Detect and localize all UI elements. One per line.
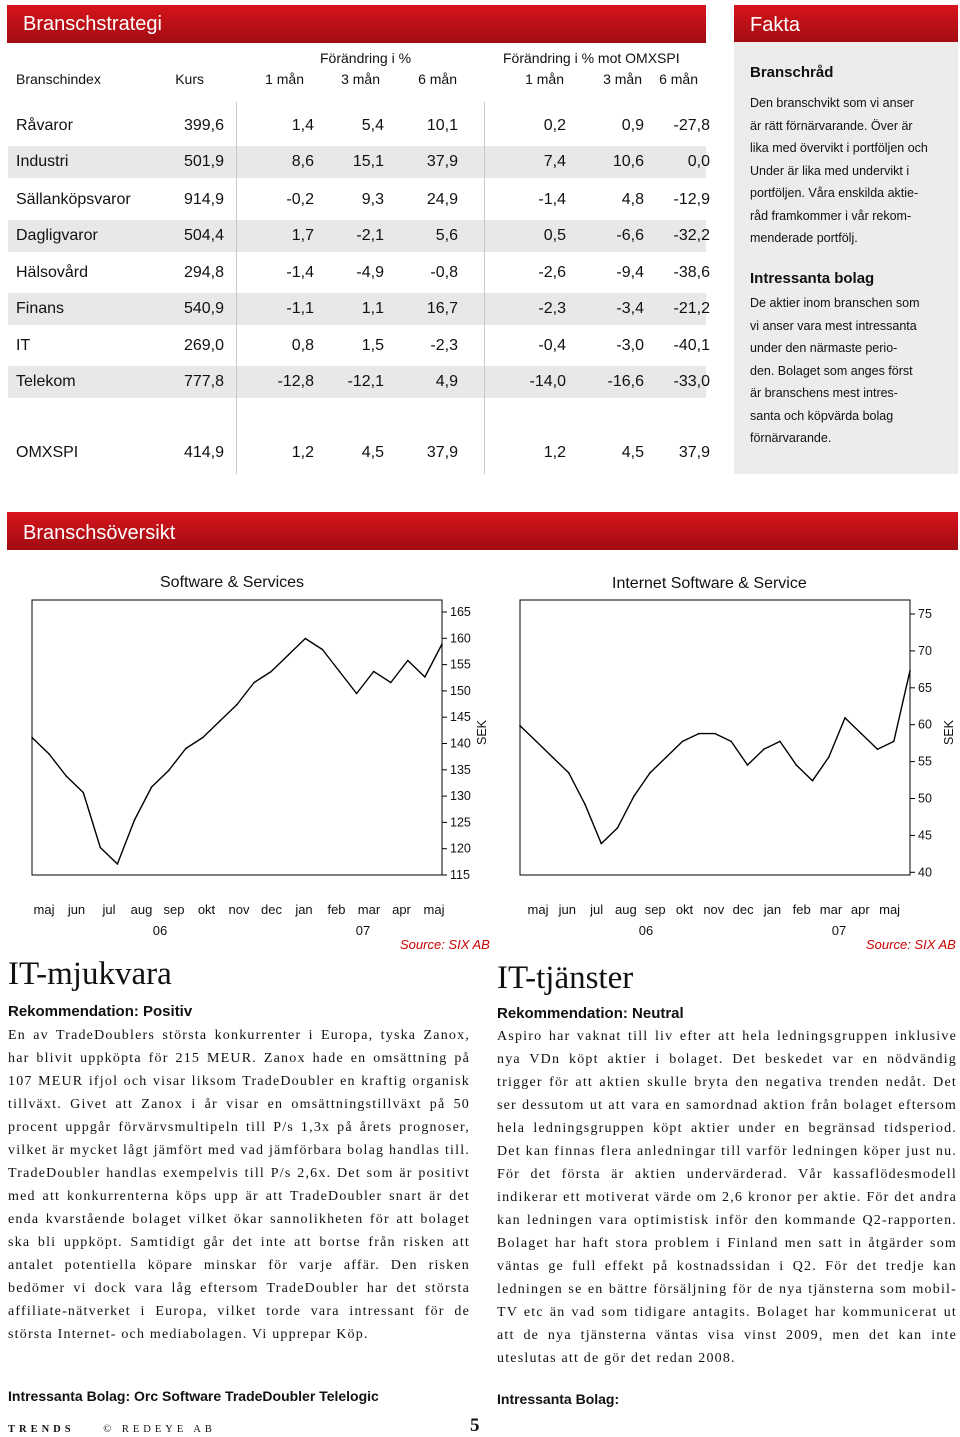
interesting-companies-it-tjanster: Intressanta Bolag: — [497, 1391, 620, 1407]
cell-rel-3man: -9,4 — [616, 264, 644, 281]
branschrad-line: lika med övervikt i portföljen och — [750, 141, 928, 155]
x-tick-label: sep — [644, 902, 666, 917]
cell-rel-6man: 0,0 — [687, 153, 710, 170]
col-header-rel-1man: 1 mån — [525, 71, 564, 87]
table-row — [8, 146, 710, 178]
cell-rel-1man: -0,4 — [538, 337, 566, 354]
table-row — [8, 220, 710, 252]
intressanta-line: santa och köpvärda bolag — [750, 408, 894, 423]
cell-kurs: 269,0 — [183, 337, 224, 354]
data-point — [682, 741, 684, 743]
branschstrategi-title: Branschstrategi — [23, 13, 162, 35]
cell-6man: 16,7 — [426, 300, 458, 317]
y-tick-label: 135 — [450, 762, 471, 777]
x-tick-label: okt — [675, 902, 694, 917]
data-point — [535, 741, 537, 743]
data-point — [828, 756, 830, 758]
cell-1man: -12,8 — [277, 373, 314, 390]
data-point — [31, 737, 33, 739]
y-tick-label: 140 — [450, 736, 471, 751]
col-header-rel-6man: 6 mån — [659, 71, 698, 87]
cell-kurs: 914,9 — [183, 191, 224, 208]
branschrad-line: portföljen. Våra enskilda aktie- — [750, 186, 919, 200]
cell-1man: 1,4 — [291, 117, 314, 134]
data-point — [617, 827, 619, 829]
cell-6man: -2,3 — [430, 337, 458, 354]
cell-name: IT — [16, 337, 31, 354]
cell-name: Dagligvaror — [16, 227, 98, 244]
y-tick-label: 65 — [918, 680, 932, 695]
y-tick-label: 130 — [450, 789, 471, 804]
y-tick-label: 150 — [450, 683, 471, 698]
y-tick-label: 75 — [918, 607, 932, 621]
col-header-1man: 1 mån — [265, 71, 304, 87]
data-point — [747, 764, 749, 766]
data-point — [909, 670, 911, 672]
intressanta-line: förnärvarande. — [750, 431, 832, 445]
cell-rel-3man: 4,8 — [621, 191, 644, 208]
y-tick-label: 165 — [450, 605, 471, 619]
cell-rel-3man: 10,6 — [612, 153, 644, 170]
data-point — [287, 654, 289, 656]
table-row — [8, 110, 710, 142]
year-label: 07 — [355, 923, 371, 938]
data-point — [151, 786, 153, 788]
table-row — [8, 366, 710, 398]
x-tick-label: maj — [527, 902, 549, 917]
cell-1man: 8,6 — [291, 153, 314, 170]
data-point — [424, 676, 426, 678]
data-point — [860, 733, 862, 735]
chart-title-software: Software & Services — [160, 574, 305, 591]
cell-6man: 5,6 — [435, 227, 458, 244]
branschindex-table — [8, 42, 710, 474]
data-point — [730, 741, 732, 743]
cell-name: Industri — [16, 153, 69, 170]
cell-3man: 9,3 — [361, 191, 384, 208]
cell-name: Råvaror — [16, 117, 73, 134]
cell-rel-3man: -3,4 — [616, 300, 644, 317]
data-point — [117, 863, 119, 865]
cell-rel-3man: -16,6 — [607, 373, 644, 390]
cell-rel-1man: 0,5 — [543, 227, 566, 244]
branschrad-line: menderade portfölj. — [750, 231, 858, 245]
cell-1man: -1,1 — [286, 300, 314, 317]
y-tick-label: 120 — [450, 841, 471, 856]
cell-1man: 1,7 — [291, 227, 314, 244]
cell-6man: 10,1 — [426, 117, 458, 134]
y-tick-label: 40 — [918, 865, 932, 880]
y-tick-label: 60 — [918, 717, 932, 732]
x-tick-label: jan — [763, 902, 782, 917]
fakta-header — [734, 5, 958, 43]
cell-kurs: 540,9 — [183, 300, 224, 317]
data-point — [795, 764, 797, 766]
branschrad-heading: Branschråd — [750, 64, 834, 81]
x-tick-label: jul — [102, 902, 116, 917]
data-point — [202, 737, 204, 739]
x-tick-label: jun — [67, 902, 86, 917]
x-tick-label: mar — [819, 902, 843, 917]
data-point — [253, 682, 255, 684]
x-tick-label: jul — [590, 902, 604, 917]
cell-rel-1man: 7,4 — [543, 153, 566, 170]
interesting-companies-it-mjukvara: Intressanta Bolag: Orc Software TradeDoubler Telelogic — [8, 1388, 379, 1404]
data-point — [584, 803, 586, 805]
cell-rel-1man: -2,3 — [538, 300, 566, 317]
cell-1man: 1,2 — [291, 444, 314, 461]
chart-title-internet: Internet Software & Service — [612, 575, 807, 592]
internet-software-chart — [488, 590, 960, 950]
cell-3man: 1,1 — [361, 300, 384, 317]
cell-rel-3man: 0,9 — [621, 117, 644, 134]
x-tick-label: jan — [295, 902, 313, 917]
x-tick-label: maj — [33, 902, 55, 917]
data-point — [168, 770, 170, 772]
data-point — [236, 704, 238, 706]
branschrad-line: Den branschvikt som vi anser — [750, 96, 914, 110]
y-tick-label: 55 — [918, 754, 932, 769]
cell-1man: 0,8 — [291, 337, 314, 354]
data-point — [356, 693, 358, 695]
cell-rel-3man: 4,5 — [621, 444, 644, 461]
data-point — [844, 717, 846, 719]
data-point — [305, 638, 307, 640]
chart-source-internet: Source: SIX AB — [866, 937, 956, 952]
footer-copyright: © REDEYE AB — [103, 1424, 216, 1435]
recommendation-it-tjanster: Rekommendation: Neutral — [497, 1005, 684, 1022]
cell-name: Sällanköpsvaror — [16, 191, 131, 208]
data-point — [779, 741, 781, 743]
x-tick-label: feb — [327, 902, 346, 917]
cell-kurs: 399,6 — [183, 117, 224, 134]
cell-rel-1man: -2,6 — [538, 264, 566, 281]
y-axis-label: SEK — [475, 719, 489, 745]
branschrad-line: är rätt förnärvarande. Över är — [750, 118, 913, 133]
x-tick-label: jun — [558, 902, 576, 917]
cell-rel-1man: -14,0 — [529, 373, 566, 390]
y-tick-label: 45 — [918, 828, 932, 843]
x-tick-label: aug — [615, 902, 637, 917]
y-tick-label: 160 — [450, 631, 471, 646]
data-point — [48, 753, 50, 755]
branschrad-line: råd framkommer i vår rekom- — [750, 208, 912, 223]
x-tick-label: dec — [732, 902, 754, 917]
x-tick-label: nov — [703, 902, 725, 917]
cell-3man: 1,5 — [361, 337, 384, 354]
cell-kurs: 777,8 — [183, 373, 224, 390]
y-tick-label: 125 — [450, 815, 471, 830]
data-point — [714, 733, 716, 735]
x-tick-label: apr — [392, 902, 411, 917]
cell-6man: 37,9 — [426, 153, 458, 170]
branschsoversikt-header — [7, 512, 958, 550]
footer-trends: TRENDS — [8, 1424, 75, 1435]
data-point — [373, 671, 375, 673]
cell-name: Hälsovård — [16, 264, 89, 281]
col-header-3man: 3 mån — [341, 71, 380, 87]
cell-rel-1man: 0,2 — [543, 117, 566, 134]
fakta-title: Fakta — [750, 14, 801, 36]
data-point — [568, 772, 570, 774]
data-point — [665, 756, 667, 758]
branschrad-line: Under är lika med undervikt i — [750, 163, 910, 178]
branschstrategi-header — [7, 5, 706, 43]
data-point — [185, 748, 187, 750]
branschrad-text — [750, 92, 950, 250]
cell-3man: 5,4 — [361, 117, 384, 134]
intressanta-heading: Intressanta bolag — [750, 270, 875, 287]
plot-frame — [32, 600, 442, 875]
data-point — [219, 720, 221, 722]
cell-rel-6man: -27,8 — [673, 117, 710, 134]
chart-source-software: Source: SIX AB — [400, 937, 490, 952]
cell-rel-6man: 37,9 — [678, 444, 710, 461]
footer-brand — [8, 1424, 216, 1435]
table-row-omxspi — [8, 437, 710, 469]
data-point — [407, 660, 409, 662]
y-axis-label: SEK — [942, 719, 956, 745]
data-point — [270, 671, 272, 673]
y-tick-label: 145 — [450, 710, 471, 725]
table-row — [8, 293, 710, 325]
software-services-chart — [0, 590, 490, 950]
cell-kurs: 294,8 — [183, 264, 224, 281]
data-point — [812, 780, 814, 782]
data-point — [519, 725, 521, 727]
data-point — [698, 733, 700, 735]
cell-rel-3man: -3,0 — [616, 337, 644, 354]
cell-name: OMXSPI — [16, 444, 79, 461]
data-point — [339, 671, 341, 673]
data-point — [390, 682, 392, 684]
data-point — [82, 792, 84, 794]
fakta-box — [734, 42, 958, 474]
article-body-it-tjanster: Aspiro har vaknat till liv efter att hela ledningsgruppen inklusive nya VDn köpt aktier i bolaget. Det beskedet var en nödvändig trigger för att aktien skulle bryta den negativa trenden nedåt. Det ser dessutom ut att vara en samordnad aktion från bolaget eftersom hela ledningsgruppen köpt aktier under en begränsad tidsperiod. Det kan finnas flera anledningar till varför ledningen köper just nu. För det första är aktien undervärderad. Vår kassaflödesmodell indikerar ett motiverat värde om 2,6 kronor per aktie. För det andra kan ledningen vara optimistisk inför den kommande Q2-rapporten. Bolaget har haft stora problem i Finland men satt in åtgärder som väntas ge full effekt på kostnadssidan i Q2. För det tredje kan ledningen se en bättre försäljning för de nya tjänsterna som mobil-TV etc än vad som tidigare antagits. Bolaget har kommunicerat ut att de nya tjänsterna väntas visa vinst 2009, men det kan inte uteslutas att de gör det redan 2008. — [497, 1029, 957, 1366]
data-point — [649, 772, 651, 774]
x-tick-label: maj — [423, 902, 445, 917]
data-point — [763, 748, 765, 750]
cell-rel-1man: -1,4 — [538, 191, 566, 208]
col-header-kurs: Kurs — [175, 71, 204, 87]
data-point — [600, 843, 602, 845]
y-tick-label: 115 — [450, 868, 470, 882]
table-row — [8, 257, 710, 289]
article-title-it-mjukvara: IT-mjukvara — [8, 956, 172, 992]
table-divider-left — [236, 102, 237, 474]
x-tick-label: feb — [792, 902, 811, 917]
cell-rel-6man: -40,1 — [673, 337, 710, 354]
cell-6man: -0,8 — [430, 264, 458, 281]
cell-3man: 4,5 — [361, 444, 384, 461]
year-label: 06 — [152, 923, 168, 938]
recommendation-it-mjukvara: Rekommendation: Positiv — [8, 1003, 193, 1020]
cell-3man: -4,9 — [356, 264, 384, 281]
x-tick-label: maj — [879, 902, 901, 917]
data-point — [893, 741, 895, 743]
cell-6man: 37,9 — [426, 444, 458, 461]
cell-rel-6man: -38,6 — [673, 264, 710, 281]
cell-rel-6man: -12,9 — [673, 191, 710, 208]
x-tick-label: okt — [197, 902, 216, 917]
cell-6man: 24,9 — [426, 191, 458, 208]
cell-rel-3man: -6,6 — [616, 227, 644, 244]
cell-name: Finans — [16, 300, 65, 317]
table-row — [8, 330, 710, 362]
table-divider-right — [484, 102, 485, 474]
cell-1man: -1,4 — [286, 264, 314, 281]
branschsoversikt-title: Branschsöversikt — [23, 522, 176, 544]
data-point — [65, 775, 67, 777]
data-point — [100, 847, 102, 849]
cell-rel-6man: -33,0 — [673, 373, 710, 390]
y-tick-label: 70 — [918, 643, 932, 658]
data-point — [633, 796, 635, 798]
cell-rel-6man: -32,2 — [673, 227, 710, 244]
intressanta-line: är branschens mest intres- — [750, 386, 898, 400]
cell-3man: -2,1 — [356, 227, 384, 244]
cell-6man: 4,9 — [435, 373, 458, 390]
x-tick-label: apr — [850, 902, 870, 917]
x-tick-label: sep — [163, 902, 185, 917]
intressanta-line: under den närmaste perio- — [750, 341, 898, 355]
group-header-change: Förändring i % — [320, 50, 412, 66]
x-tick-label: dec — [261, 902, 282, 917]
intressanta-text — [750, 292, 950, 450]
col-header-rel-3man: 3 mån — [603, 71, 642, 87]
cell-kurs: 501,9 — [183, 153, 224, 170]
data-point — [322, 649, 324, 651]
col-header-6man: 6 mån — [418, 71, 457, 87]
data-point — [552, 756, 554, 758]
y-tick-label: 50 — [918, 791, 932, 806]
cell-rel-6man: -21,2 — [673, 300, 710, 317]
table-row — [8, 184, 710, 216]
year-label: 06 — [638, 923, 654, 938]
year-label: 07 — [831, 923, 847, 938]
page-number: 5 — [470, 1415, 480, 1436]
cell-kurs: 504,4 — [183, 227, 224, 244]
cell-kurs: 414,9 — [183, 444, 224, 461]
x-tick-label: nov — [228, 902, 250, 917]
cell-3man: -12,1 — [347, 373, 384, 390]
cell-1man: -0,2 — [286, 191, 314, 208]
article-body-it-mjukvara: En av TradeDoublers största konkurrenter i Europa, tyska Zanox, har blivit uppköpta för 215 MEUR. Zanox hade en omsättning på 107 MEUR ifjol och visar liksom TradeDoubler en kraftig organisk tillväxt. Givet att Zanox i år visar en omsättningstillväxt på 50 procent uppgår förvärvsmultipeln till P/s 1,3x på årets prognoser, vilket är mycket lågt jämfört med vad jämförbara bolag handlas till. TradeDoubler handlas exempelvis till P/s 2,6x. Det som är positivt med att konkurrenterna köps upp är att TradeDoubler snart är det enda kvarstående bolaget vilket ökar sannolikheten för att bolaget ska bli uppköpt. Samtidigt går det inte att bortse från risken att antalet potentiella köpare minskar för varje affär. Den risken bedömer vi dock vara låg eftersom TradeDoubler har det största affiliate-nätverket i Europa, vilket torde vara intressant för de största Internet- och mediabolagen. Vi upprepar Köp. — [8, 1028, 470, 1342]
data-point — [877, 748, 879, 750]
article-title-it-tjanster: IT-tjänster — [497, 960, 634, 996]
x-tick-label: aug — [130, 902, 153, 917]
data-point — [134, 819, 136, 821]
cell-name: Telekom — [16, 373, 76, 390]
intressanta-line: De aktier inom branschen som — [750, 296, 920, 310]
group-header-change-vs-index: Förändring i % mot OMXSPI — [503, 50, 680, 66]
cell-rel-1man: 1,2 — [543, 444, 566, 461]
data-point — [441, 643, 443, 645]
intressanta-line: vi anser vara mest intressanta — [750, 318, 917, 333]
intressanta-line: den. Bolaget som anges först — [750, 363, 913, 378]
x-tick-label: mar — [357, 902, 381, 917]
cell-3man: 15,1 — [352, 153, 384, 170]
plot-frame — [520, 600, 910, 875]
col-header-branschindex: Branschindex — [16, 71, 101, 87]
y-tick-label: 155 — [450, 657, 471, 672]
